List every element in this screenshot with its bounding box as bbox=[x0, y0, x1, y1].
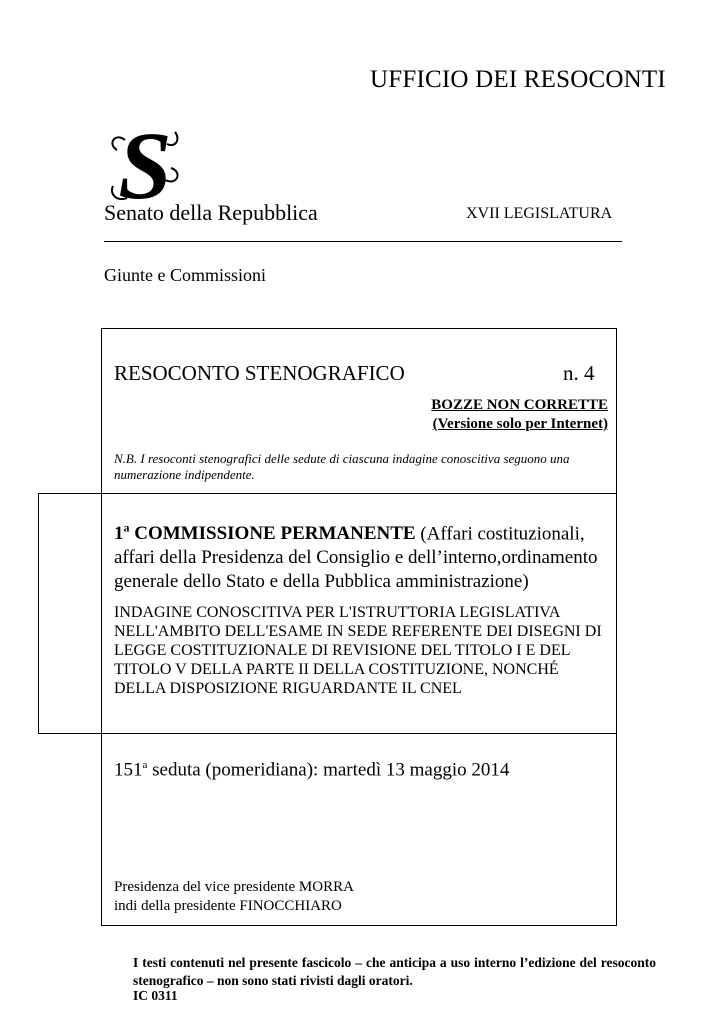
session-title bbox=[114, 759, 509, 781]
senate-name: Senato della Repubblica bbox=[104, 200, 318, 225]
commission-ordinal-sup: a bbox=[123, 521, 130, 535]
senate-logo bbox=[105, 122, 185, 206]
commission-box-inner-border bbox=[101, 493, 102, 734]
commission-heading bbox=[114, 516, 614, 594]
commission-description: (Affari costituzionali, affari della Presidenza del Consiglio e dell’interno,ordinamento generale dello Stato e della Pubblica amministrazione) bbox=[114, 523, 598, 593]
senate-logo-letter: S bbox=[118, 122, 172, 206]
legislature-label: XVII LEGISLATURA bbox=[466, 205, 613, 222]
commission-name: COMMISSIONE PERMANENTE bbox=[129, 523, 416, 545]
presidency-line1: Presidenza del vice presidente MORRA bbox=[114, 879, 354, 895]
session-number: 151 bbox=[114, 759, 143, 781]
document-code: IC 0311 bbox=[133, 988, 178, 1003]
header-divider bbox=[104, 241, 622, 242]
presidency-line2: indi della presidente FINOCCHIARO bbox=[114, 898, 342, 914]
commission-ordinal: 1 bbox=[114, 523, 124, 545]
inquiry-title: INDAGINE CONOSCITIVA PER L'ISTRUTTORIA LEGISLATIVA NELL'AMBITO DELL'ESAME IN SEDE REFERENTE DEI DISEGNI DI LEGGE COSTITUZIONALE DI REVISIONE DEL TITOLO I E DEL TITOLO V DELLA PARTE II DELLA COSTITUZIONE, NONCHÉ DELLA DISPOSIZIONE RIGUARDANTE IL CNEL bbox=[114, 604, 602, 697]
session-number-sup: a bbox=[142, 759, 148, 771]
numbering-note: N.B. I resoconti stenografici delle sedute di ciascuna indagine conoscitiva seguono una numerazione indipendente. bbox=[114, 451, 570, 482]
presidency bbox=[114, 878, 354, 916]
draft-notice-line2: (Versione solo per Internet) bbox=[432, 416, 608, 432]
office-title: UFFICIO DEI RESOCONTI bbox=[370, 66, 666, 93]
session-date: seduta (pomeridiana): martedì 13 maggio 2014 bbox=[147, 759, 510, 781]
section-label: Giunte e Commissioni bbox=[104, 265, 266, 285]
report-number: n. 4 bbox=[563, 361, 595, 385]
footer-disclaimer bbox=[133, 954, 656, 990]
footer-disclaimer-text: I testi contenuti nel presente fascicolo – che anticipa a uso interno l’edizione del resoconto stenografico – non sono stati rivisti dagli oratori. bbox=[133, 955, 656, 988]
draft-notice-line1: BOZZE NON CORRETTE bbox=[431, 397, 608, 413]
draft-notice bbox=[300, 396, 608, 434]
report-title: RESOCONTO STENOGRAFICO bbox=[114, 361, 405, 385]
